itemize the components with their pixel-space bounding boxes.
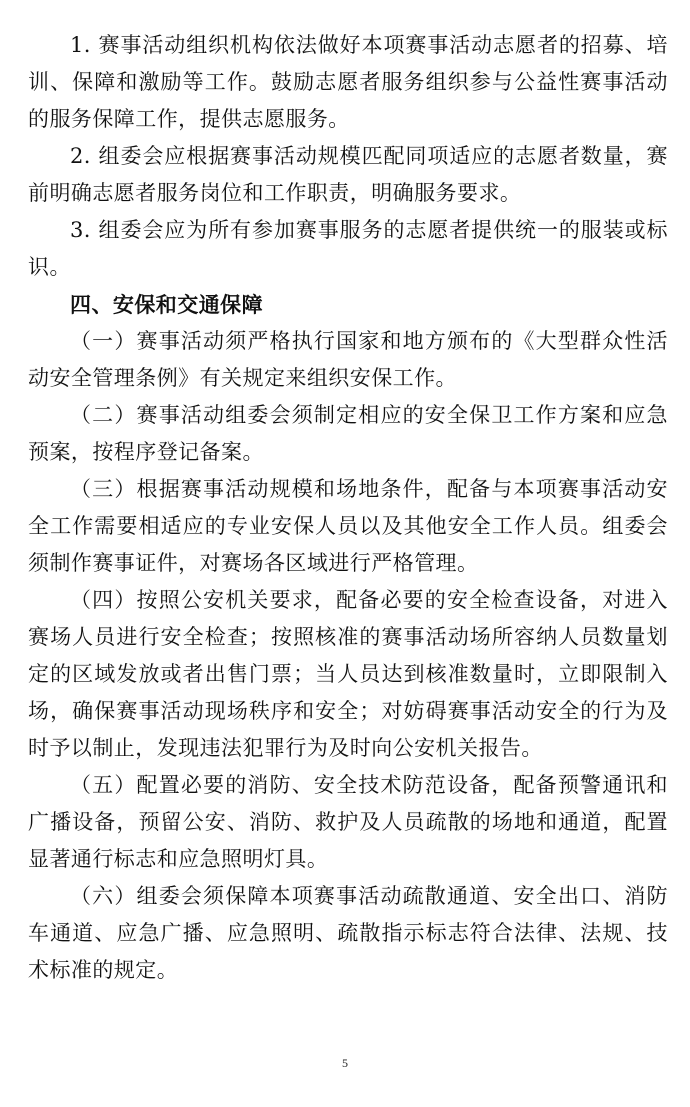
paragraph-security-2: （二）赛事活动组委会须制定相应的安全保卫工作方案和应急预案，按程序登记备案。	[28, 403, 668, 464]
paragraph-security-6: （六）组委会须保障本项赛事活动疏散通道、安全出口、消防车通道、应急广播、应急照明、疏散指示标志符合法律、法规、技术标准的规定。	[28, 884, 668, 982]
page-number: 5	[342, 1056, 348, 1070]
section-heading: 四、安保和交通保障	[70, 292, 264, 317]
document-body	[28, 27, 668, 989]
paragraph-volunteer-3: 3. 组委会应为所有参加赛事服务的志愿者提供统一的服装或标识。	[28, 218, 668, 279]
paragraph-security-5: （五）配置必要的消防、安全技术防范设备，配备预警通讯和广播设备，预留公安、消防、救护及人员疏散的场地和通道，配置显著通行标志和应急照明灯具。	[28, 773, 668, 871]
paragraph-security-1: （一）赛事活动须严格执行国家和地方颁布的《大型群众性活动安全管理条例》有关规定来组织安保工作。	[28, 329, 668, 390]
paragraph-security-3: （三）根据赛事活动规模和场地条件，配备与本项赛事活动安全工作需要相适应的专业安保人员以及其他安全工作人员。组委会须制作赛事证件，对赛场各区域进行严格管理。	[28, 477, 668, 575]
paragraph-security-4: （四）按照公安机关要求，配备必要的安全检查设备，对进入赛场人员进行安全检查；按照核准的赛事活动场所容纳人员数量划定的区域发放或者出售门票；当人员达到核准数量时，立即限制入场，确保赛事活动现场秩序和安全；对妨碍赛事活动安全的行为及时予以制止，发现违法犯罪行为及时向公安机关报告。	[28, 588, 668, 760]
paragraph-volunteer-2: 2. 组委会应根据赛事活动规模匹配同项适应的志愿者数量，赛前明确志愿者服务岗位和工作职责，明确服务要求。	[28, 144, 668, 205]
paragraph-volunteer-1: 1. 赛事活动组织机构依法做好本项赛事活动志愿者的招募、培训、保障和激励等工作。鼓励志愿者服务组织参与公益性赛事活动的服务保障工作，提供志愿服务。	[28, 33, 668, 131]
